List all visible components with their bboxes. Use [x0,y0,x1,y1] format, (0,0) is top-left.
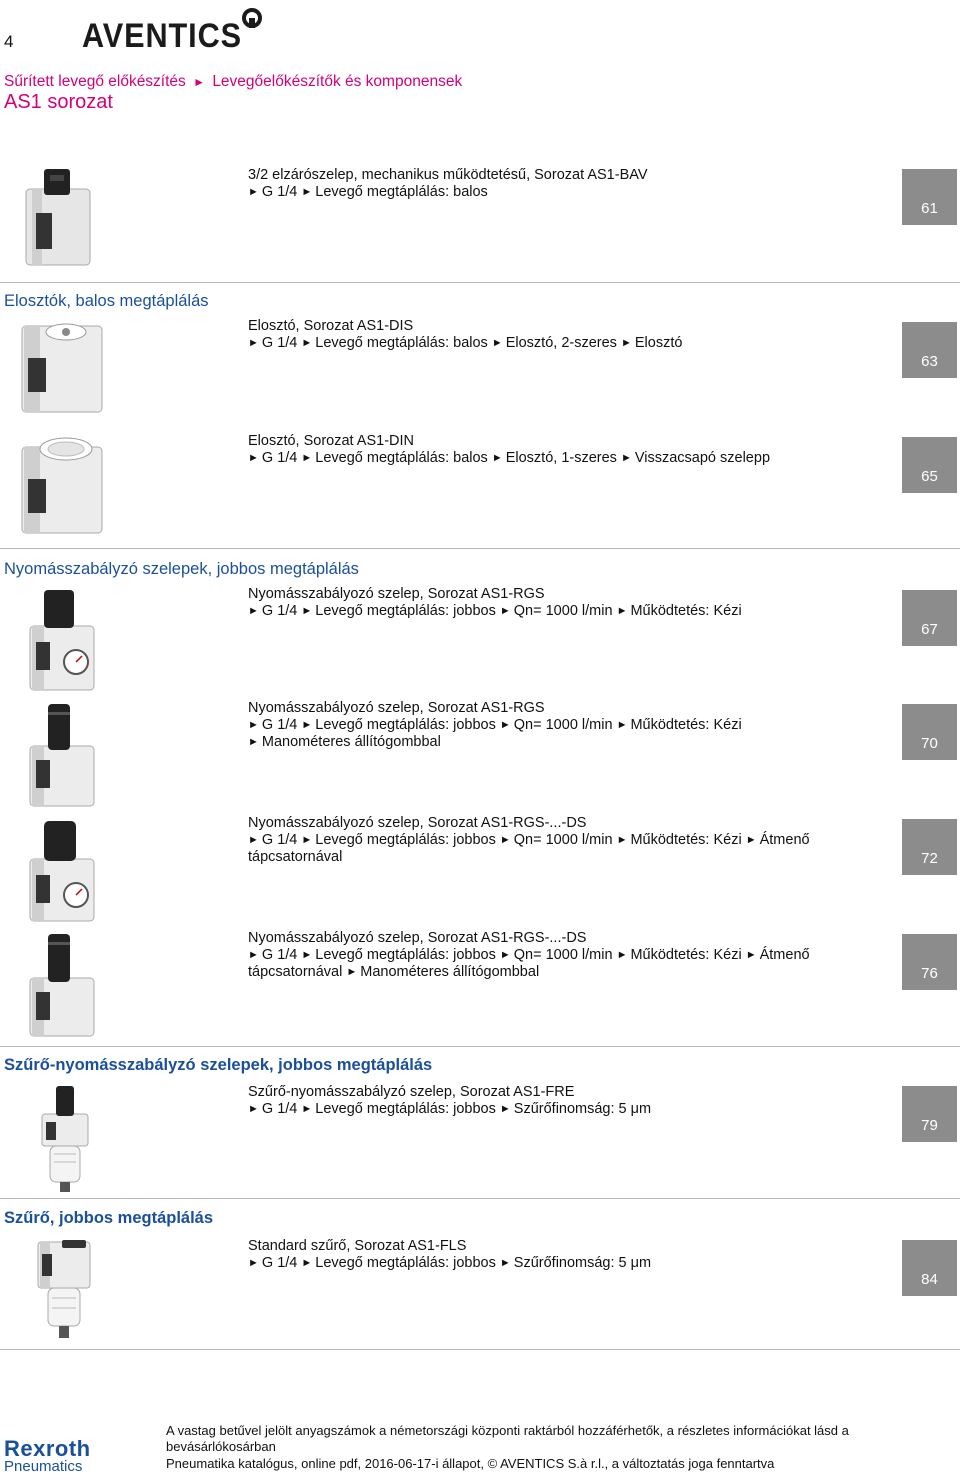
arrow-icon: ► [248,1257,259,1269]
attribute: Levegő megtáplálás: jobbos [315,947,496,963]
distributor-check-image [14,433,106,537]
attribute: Működtetés: Kézi [630,717,742,733]
product-description [248,1084,878,1118]
product-name: Nyomásszabályozó szelep, Sorozat AS1-RGS-...-DS [248,815,587,831]
arrow-icon: ► [301,834,313,846]
attribute: Átmenő [759,947,810,963]
breadcrumb [4,73,462,91]
rexroth-logo [4,1436,91,1473]
pressure-regulator-image [14,586,106,694]
product-name: Nyomásszabályozó szelep, Sorozat AS1-RGS [248,586,545,602]
divider [0,282,960,283]
attribute: G 1/4 [261,832,298,848]
page-link-79[interactable]: 79 [902,1086,957,1142]
arrow-icon: ► [346,966,358,978]
product-attributes [248,947,878,964]
breadcrumb-level-1[interactable]: Sűrített levegő előkészítés [4,73,186,90]
arrow-icon: ► [248,834,259,846]
arrow-icon: ► [616,605,628,617]
product-description [248,930,878,981]
product-attributes [248,717,878,734]
page-link-72[interactable]: 72 [902,819,957,875]
attribute: G 1/4 [261,1101,298,1117]
arrow-icon: ► [499,1103,511,1115]
page-link-67[interactable]: 67 [902,590,957,646]
attribute: Elosztó, 2-szeres [505,335,617,351]
arrow-icon: ► [301,1103,313,1115]
rexroth-logo-text: Rexroth [4,1436,91,1461]
attribute: Levegő megtáplálás: balos [315,184,488,200]
product-description [248,433,878,467]
arrow-icon: ► [499,719,511,731]
attribute: G 1/4 [261,184,298,200]
attribute: Visszacsapó szelepp [634,450,771,466]
attribute: Levegő megtáplálás: balos [315,450,488,466]
arrow-icon: ► [491,452,503,464]
product-description [248,815,878,866]
attribute: Qn= 1000 l/min [513,603,613,619]
arrow-icon: ► [248,337,259,349]
section-title-distributors: Elosztók, balos megtáplálás [4,292,209,310]
attribute: Elosztó [634,335,683,351]
product-name: Nyomásszabályozó szelep, Sorozat AS1-RGS-...-DS [248,930,587,946]
arrow-icon: ► [491,337,503,349]
arrow-icon: ► [616,719,628,731]
product-attributes-continuation [248,964,878,981]
product-description [248,586,878,620]
product-attributes [248,1101,878,1118]
arrow-icon: ► [745,949,757,961]
distributor-image [14,318,106,418]
attribute: Működtetés: Kézi [630,832,742,848]
attribute: Levegő megtáplálás: jobbos [315,717,496,733]
product-name: 3/2 elzárószelep, mechanikus működtetésű, Sorozat AS1-BAV [248,167,648,183]
arrow-icon: ► [620,452,632,464]
svg-text:AVENTICS: AVENTICS [82,17,242,52]
shutoff-valve-image [14,167,94,267]
product-attributes [248,603,878,620]
section-title-filter-regulators: Szűrő-nyomásszabályzó szelepek, jobbos megtáplálás [4,1056,433,1074]
attribute: Levegő megtáplálás: jobbos [315,832,496,848]
attribute: Qn= 1000 l/min [513,832,613,848]
arrow-icon: ► [301,1257,313,1269]
pressure-regulator-ds-knob-image [14,930,106,1038]
breadcrumb-separator-icon: ► [193,75,205,89]
standard-filter-image [14,1238,106,1344]
arrow-icon: ► [745,834,757,846]
divider [0,548,960,549]
attribute: G 1/4 [261,947,298,963]
product-attributes [248,832,878,849]
attribute: Qn= 1000 l/min [513,947,613,963]
section-title-filters: Szűrő, jobbos megtáplálás [4,1209,214,1227]
product-name: Elosztó, Sorozat AS1-DIN [248,433,415,449]
product-description [248,1238,878,1272]
attribute: Levegő megtáplálás: jobbos [315,1255,496,1271]
pneumatics-logo-text: Pneumatics [4,1458,83,1473]
arrow-icon: ► [499,949,511,961]
divider [0,1046,960,1047]
arrow-icon: ► [248,452,259,464]
attribute: tápcsatornával [248,964,343,980]
product-name: Szűrő-nyomásszabályzó szelep, Sorozat AS1-FRE [248,1084,575,1100]
attribute: Qn= 1000 l/min [513,717,613,733]
attribute: G 1/4 [261,450,298,466]
arrow-icon: ► [248,736,259,748]
product-description [248,318,878,352]
attribute: Átmenő [759,832,810,848]
arrow-icon: ► [248,1103,259,1115]
page-link-84[interactable]: 84 [902,1240,957,1296]
page-link-70[interactable]: 70 [902,704,957,760]
arrow-icon: ► [499,605,511,617]
arrow-icon: ► [499,1257,511,1269]
attribute: Működtetés: Kézi [630,947,742,963]
product-attributes-continuation: tápcsatornával [248,849,343,865]
divider [0,1198,960,1199]
arrow-icon: ► [248,719,259,731]
attribute: Szűrőfinomság: 5 μm [513,1101,652,1117]
product-name: Elosztó, Sorozat AS1-DIS [248,318,414,334]
arrow-icon: ► [248,605,259,617]
attribute: Levegő megtáplálás: balos [315,335,488,351]
arrow-icon: ► [248,186,259,198]
attribute: G 1/4 [261,717,298,733]
attribute: Működtetés: Kézi [630,603,742,619]
breadcrumb-level-2[interactable]: Levegőelőkészítők és komponensek [212,73,463,90]
product-attributes [248,184,878,201]
filter-regulator-image [14,1084,106,1194]
page-link-65[interactable]: 65 [902,437,957,493]
page-link-61[interactable]: 61 [902,169,957,225]
footer-legal: Pneumatika katalógus, online pdf, 2016-06-17-i állapot, © AVENTICS S.à r.l., a változtatás joga fenntartva [166,1456,775,1471]
pressure-regulator-ds-image [14,815,106,923]
arrow-icon: ► [301,452,313,464]
product-attributes-line-2 [248,734,878,751]
arrow-icon: ► [248,949,259,961]
arrow-icon: ► [499,834,511,846]
product-attributes [248,335,878,352]
product-name: Standard szűrő, Sorozat AS1-FLS [248,1238,467,1254]
arrow-icon: ► [301,949,313,961]
attribute: G 1/4 [261,603,298,619]
section-title-pressure-regulators: Nyomásszabályzó szelepek, jobbos megtáplálás [4,560,359,578]
arrow-icon: ► [616,949,628,961]
arrow-icon: ► [301,337,313,349]
divider [0,1349,960,1350]
attribute: Levegő megtáplálás: jobbos [315,1101,496,1117]
attribute: G 1/4 [261,335,298,351]
arrow-icon: ► [301,186,313,198]
attribute: Manométeres állítógombbal [261,734,441,750]
arrow-icon: ► [620,337,632,349]
product-description [248,167,878,201]
footer-note: A vastag betűvel jelölt anyagszámok a németországi központi raktárból hozzáférhetők, a részletes információkat lásd a bevásárlókosárban [166,1423,849,1454]
attribute: G 1/4 [261,1255,298,1271]
page-link-63[interactable]: 63 [902,322,957,378]
product-description [248,700,878,751]
aventics-logo [82,4,272,52]
arrow-icon: ► [301,719,313,731]
arrow-icon: ► [301,605,313,617]
product-name: Nyomásszabályozó szelep, Sorozat AS1-RGS [248,700,545,716]
attribute: Elosztó, 1-szeres [505,450,617,466]
attribute: Manométeres állítógombbal [360,964,540,980]
page-title: AS1 sorozat [4,91,113,113]
product-attributes [248,1255,878,1272]
pressure-regulator-knob-image [14,700,106,808]
attribute: Levegő megtáplálás: jobbos [315,603,496,619]
product-attributes [248,450,878,467]
page-link-76[interactable]: 76 [902,934,957,990]
attribute: Szűrőfinomság: 5 μm [513,1255,652,1271]
page-number: 4 [4,32,14,51]
arrow-icon: ► [616,834,628,846]
